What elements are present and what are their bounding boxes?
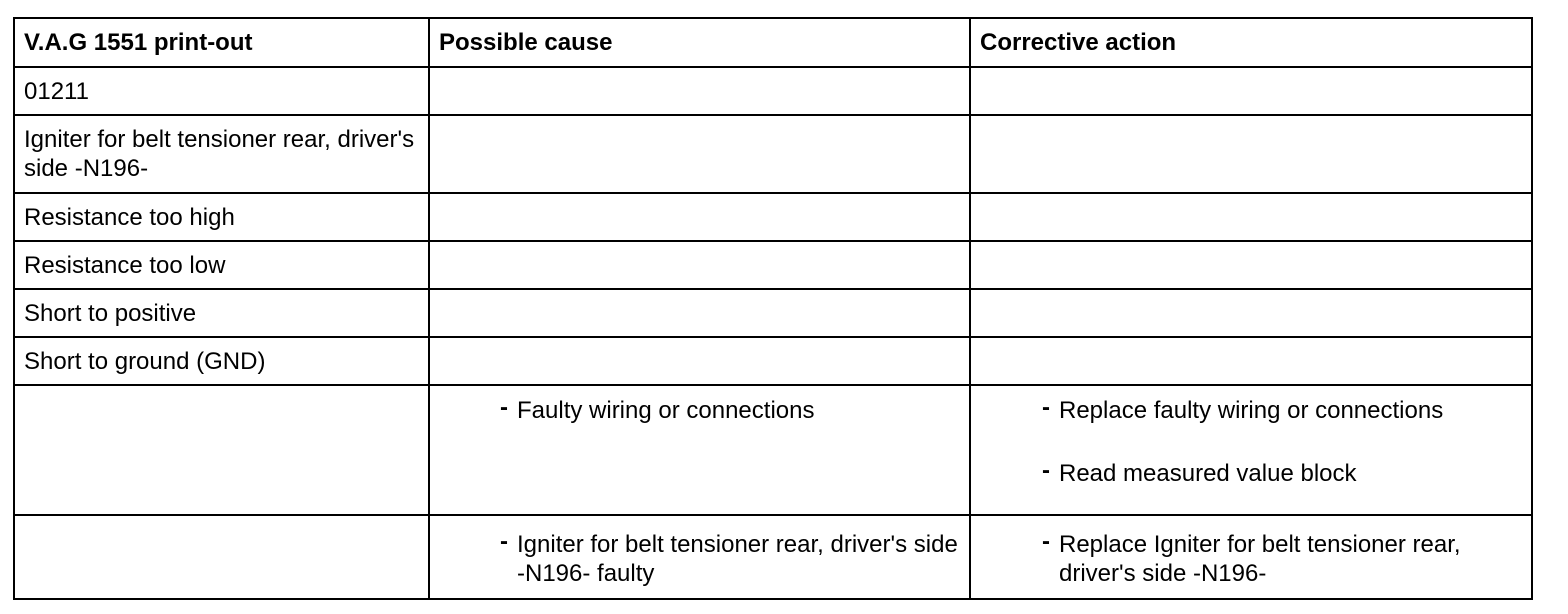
empty-cell (970, 67, 1532, 115)
bullet-dash: - (1042, 528, 1050, 555)
empty-cell (429, 67, 970, 115)
fault-code-cell: 01211 (14, 67, 429, 115)
corrective-action-cell (970, 515, 1532, 599)
fault-type-cell: Short to positive (14, 289, 429, 337)
empty-cell (429, 115, 970, 193)
header-possible-cause: Possible cause (429, 18, 970, 67)
table-row (14, 515, 1532, 599)
empty-cell (970, 337, 1532, 385)
action-text: Replace Igniter for belt tensioner rear, driver's side -N196- (1059, 531, 1461, 587)
diagnostic-table (13, 17, 1533, 600)
header-corrective-action: Corrective action (970, 18, 1532, 67)
possible-cause-cell (429, 385, 970, 515)
action-text: Replace faulty wiring or connections (1059, 397, 1444, 424)
cause-text: Faulty wiring or connections (517, 397, 815, 424)
empty-cell (970, 241, 1532, 289)
empty-cell (970, 115, 1532, 193)
list-item (1042, 396, 1522, 425)
list-item (1042, 530, 1522, 588)
empty-cell (429, 241, 970, 289)
empty-cell (970, 193, 1532, 241)
empty-cell (429, 193, 970, 241)
table-row (14, 289, 1532, 337)
table-row (14, 193, 1532, 241)
fault-type-cell: Short to ground (GND) (14, 337, 429, 385)
cause-text: Igniter for belt tensioner rear, driver's side -N196- faulty (517, 531, 958, 587)
empty-cell (14, 515, 429, 599)
table-header-row (14, 18, 1532, 67)
bullet-dash: - (500, 528, 508, 555)
component-name-cell: Igniter for belt tensioner rear, driver's side -N196- (14, 115, 429, 193)
bullet-dash: - (1042, 457, 1050, 484)
possible-cause-cell (429, 515, 970, 599)
corrective-action-cell (970, 385, 1532, 515)
fault-type-cell: Resistance too high (14, 193, 429, 241)
table-row (14, 115, 1532, 193)
table-row (14, 385, 1532, 515)
bullet-dash: - (1042, 394, 1050, 421)
list-item (500, 530, 960, 588)
empty-cell (429, 337, 970, 385)
table-row (14, 337, 1532, 385)
table-row (14, 241, 1532, 289)
list-item (500, 396, 960, 425)
empty-cell (14, 385, 429, 515)
list-item (1042, 459, 1522, 488)
empty-cell (970, 289, 1532, 337)
action-text: Read measured value block (1059, 460, 1357, 487)
header-printout: V.A.G 1551 print-out (14, 18, 429, 67)
bullet-dash: - (500, 394, 508, 421)
empty-cell (429, 289, 970, 337)
table-row (14, 67, 1532, 115)
fault-type-cell: Resistance too low (14, 241, 429, 289)
